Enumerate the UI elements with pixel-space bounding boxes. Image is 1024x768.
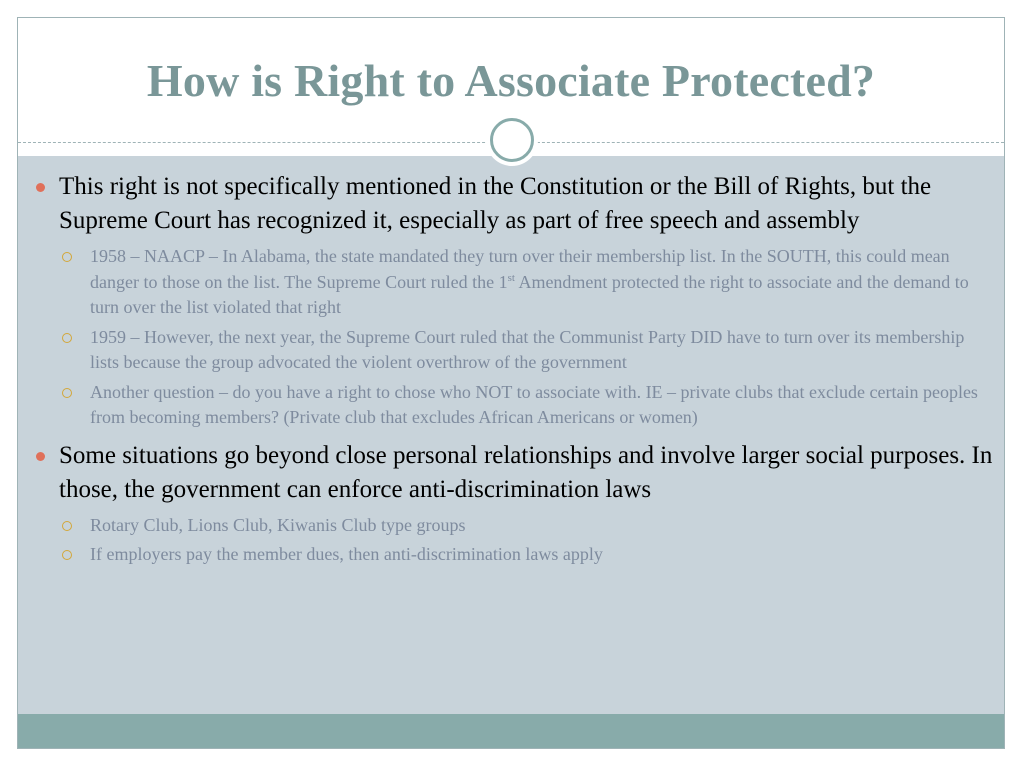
sub-bullet-item — [36, 244, 994, 321]
hollow-circle-bullet-icon — [62, 252, 72, 262]
filled-circle-bullet-icon — [36, 452, 45, 461]
bullet-item — [36, 439, 994, 507]
sub-bullet-item — [36, 380, 994, 431]
sub-bullet-text: 1959 – However, the next year, the Supreme Court ruled that the Communist Party DID have to turn over its membership lists because the group advocated the violent overthrow of the government — [90, 326, 965, 372]
sub-bullet-text: Another question – do you have a right to chose who NOT to associate with. IE – private clubs that exclude certain peoples from becoming members? (Private club that excludes African Americans or women) — [90, 381, 978, 427]
hollow-circle-bullet-icon — [62, 333, 72, 343]
bullet-text: This right is not specifically mentioned in the Constitution or the Bill of Rights, but the Supreme Court has recognized it, especially as part of free speech and assembly — [59, 173, 932, 234]
bullet-text: Some situations go beyond close personal relationships and involve larger social purposes. In those, the government can enforce anti-discrimination laws — [59, 441, 993, 503]
sub-bullet-text: If employers pay the member dues, then anti-discrimination laws apply — [90, 544, 603, 564]
filled-circle-bullet-icon — [36, 183, 45, 192]
hollow-circle-bullet-icon — [62, 388, 72, 398]
sub-bullet-text: Rotary Club, Lions Club, Kiwanis Club type groups — [90, 514, 466, 535]
hollow-circle-bullet-icon — [62, 550, 72, 560]
sub-bullet-text: 1958 – NAACP – In Alabama, the state mandated they turn over their membership list. In the SOUTH, this could mean danger to those on the list. The Supreme Court ruled the 1st Amendment protected the right to associate and the demand to turn over the list violated that right — [90, 246, 969, 317]
bullet-list — [36, 170, 994, 568]
ring-icon — [486, 114, 538, 166]
footer-band — [18, 714, 1004, 748]
sub-bullet-item — [36, 513, 994, 539]
hollow-circle-bullet-icon — [62, 521, 72, 531]
slide — [17, 17, 1005, 749]
bullet-item — [36, 170, 994, 238]
sub-bullet-item — [36, 542, 994, 568]
sub-bullet-item — [36, 325, 994, 376]
slide-title: How is Right to Associate Protected? — [146, 55, 876, 106]
